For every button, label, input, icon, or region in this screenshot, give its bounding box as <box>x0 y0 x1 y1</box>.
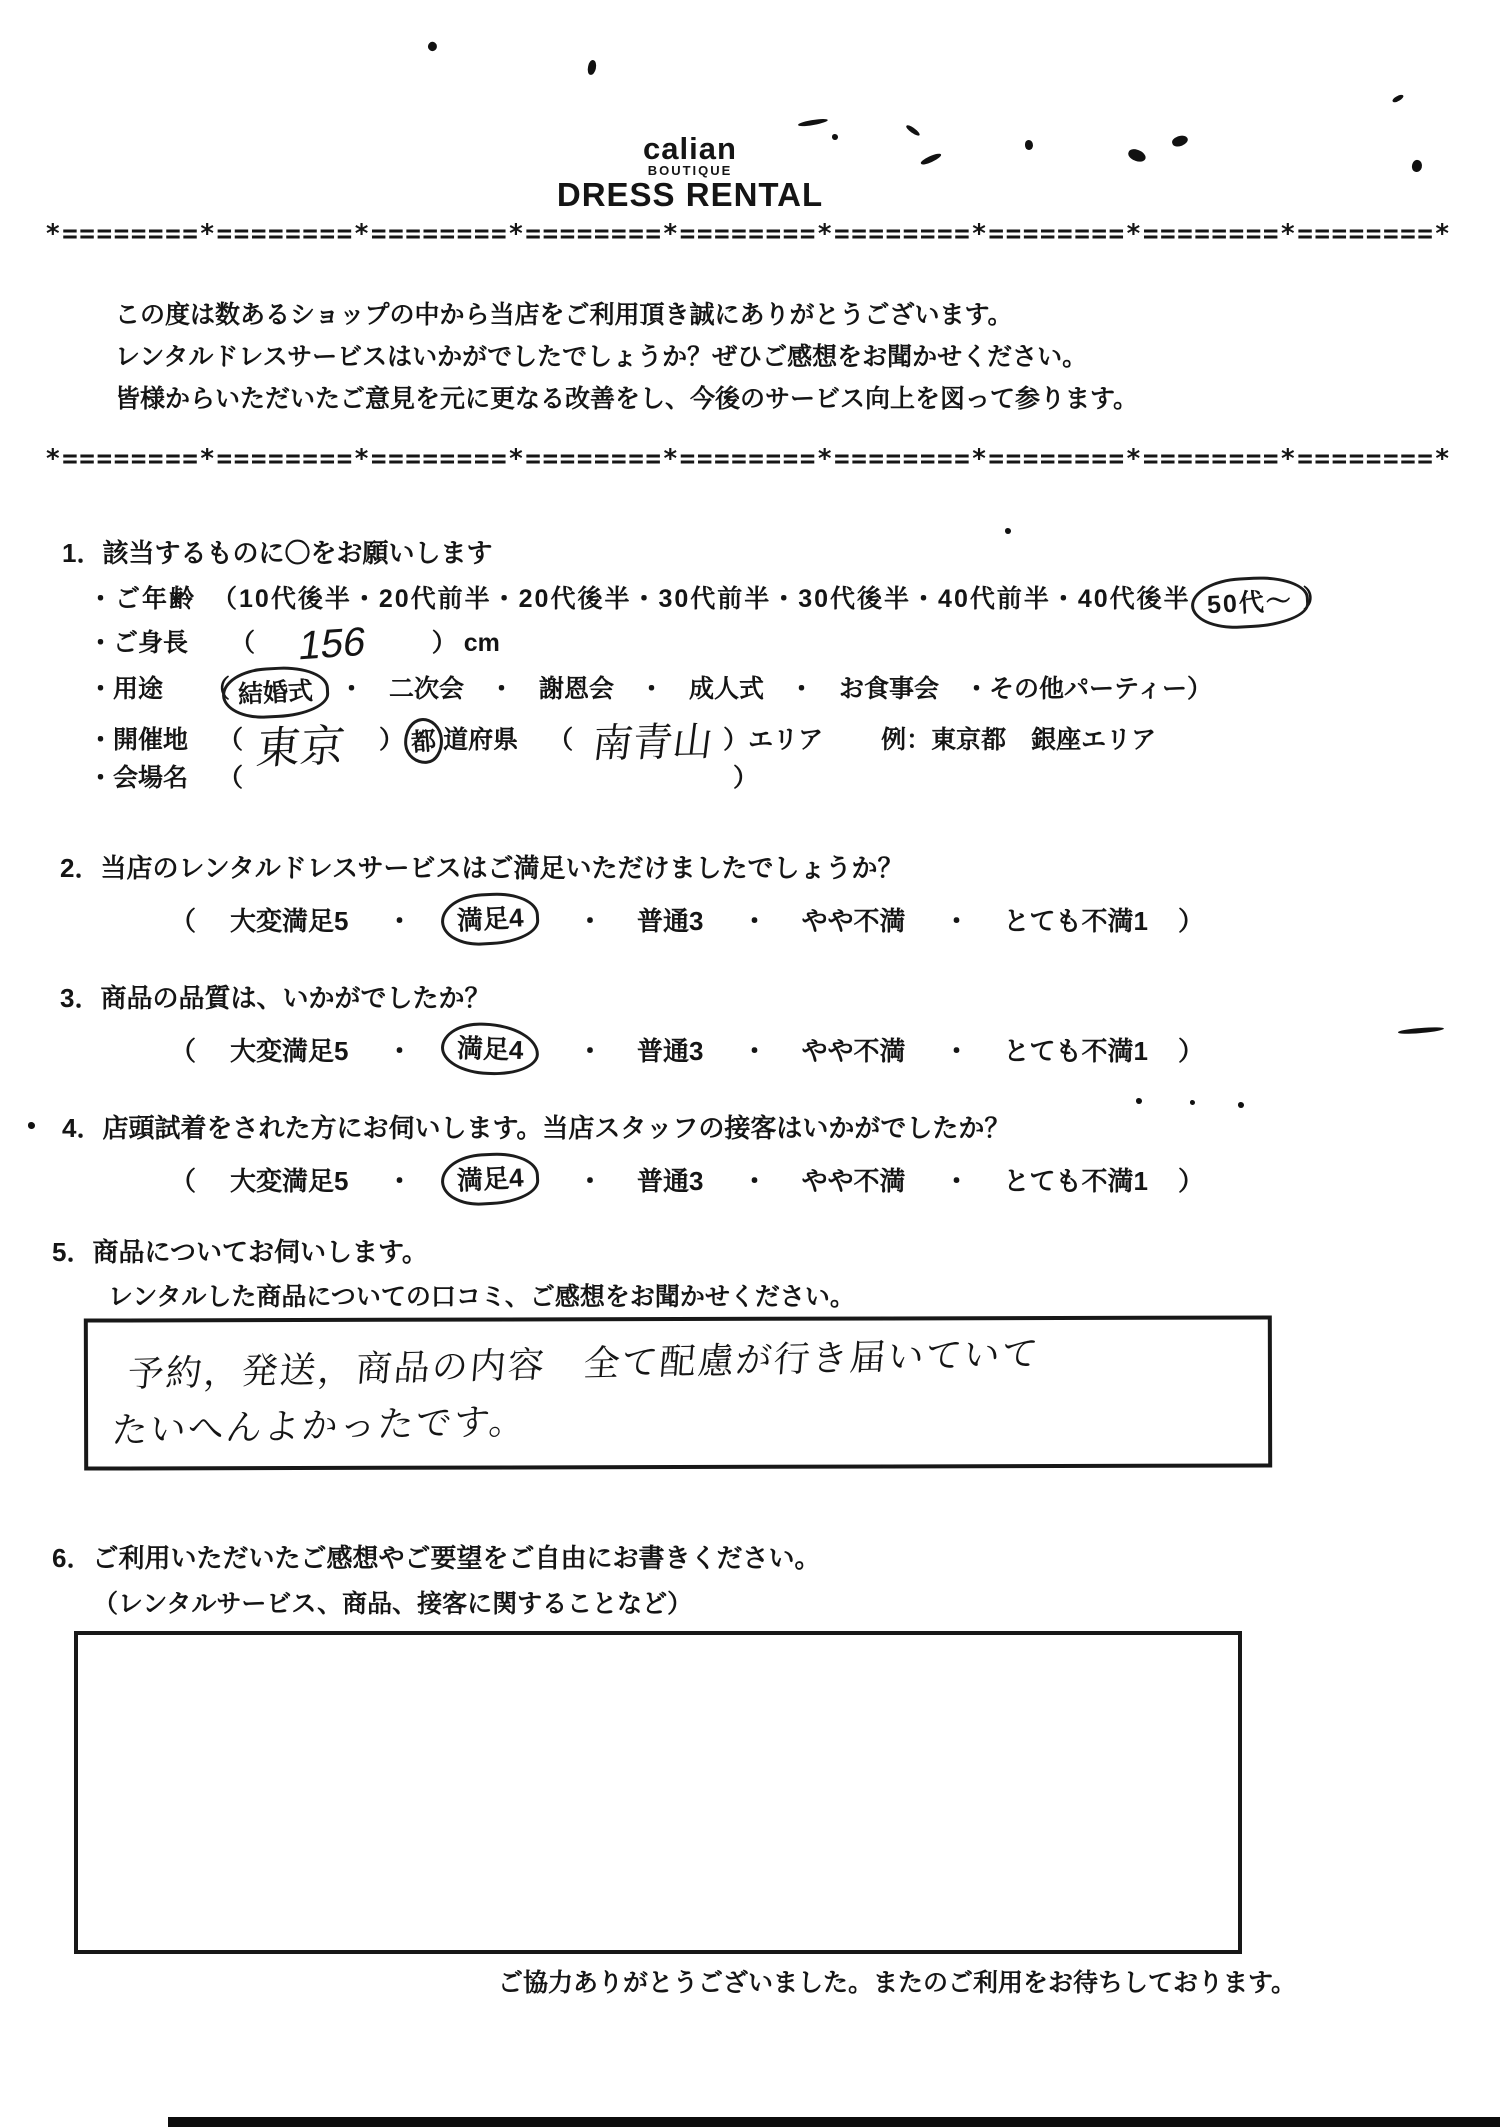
separator-line-bottom: *========*========*========*========*========*========*========*========*========* <box>45 444 1452 474</box>
q1-height-row <box>88 619 500 669</box>
q6-heading: 6．ご利用いただいたご感想やご要望をご自由にお書きください。 <box>52 1543 821 1573</box>
separator-dot: ・ <box>943 905 970 936</box>
q1-area-close-label: ）エリア <box>723 726 824 754</box>
q1-age-close-paren: ） <box>1302 585 1330 613</box>
rating-option-5: 大変満足5 <box>230 1165 349 1196</box>
rating-option-3: 普通3 <box>636 1035 704 1066</box>
rating-option-1: とても不満1 <box>1003 905 1148 936</box>
q4-circle-annotation: 満足4 <box>439 1150 540 1207</box>
brand-sub-label: BOUTIQUE <box>647 163 733 178</box>
purpose-circle-annotation: 結婚式 <box>221 664 331 721</box>
scan-noise-mark <box>798 117 828 127</box>
separator-dot: ・ <box>576 905 603 936</box>
handwritten-prefecture: 東京 <box>253 721 348 774</box>
q3-circle-annotation: 満足4 <box>440 1021 540 1076</box>
q1-height-label: ・ご身長 <box>88 629 189 657</box>
q1-location-example: 例：東京都 銀座エリア <box>881 726 1157 754</box>
q1-purpose-label: ・用途 <box>88 675 164 703</box>
q2-rating-row <box>170 893 1204 945</box>
separator-dot: ・ <box>576 1165 603 1196</box>
q5-subheading: レンタルした商品についての口コミ、ご感想をお聞かせください。 <box>108 1283 855 1311</box>
separator-dot: ・ <box>741 1035 768 1066</box>
rating-close-paren: ） <box>1177 1035 1204 1066</box>
q1-location-label: ・開催地 <box>88 726 189 754</box>
rating-close-paren: ） <box>1177 905 1204 936</box>
scan-noise-mark <box>587 59 598 75</box>
separator-line-top: *========*========*========*========*========*========*========*========*========* <box>45 219 1452 249</box>
intro-line-2: レンタルドレスサービスはいかがでしたでしょうか？ぜひご感想をお聞かせください。 <box>115 343 1088 371</box>
scan-noise-mark <box>1392 93 1405 103</box>
brand-logo: calian <box>643 131 737 166</box>
q1-purpose-open-paren: （ <box>205 675 231 703</box>
q3-heading: 3．商品の品質は、いかがでしたか？ <box>60 983 491 1013</box>
q1-height-close-paren: ） cm <box>431 629 500 657</box>
rating-option-2: やや不満 <box>801 1165 906 1196</box>
scan-noise-mark <box>1005 528 1011 534</box>
separator-dot: ・ <box>741 905 768 936</box>
rating-open-paren: （ <box>170 905 197 936</box>
scan-noise-mark <box>28 1122 35 1129</box>
q1-age-options: （10代後半・20代前半・20代後半・30代前半・30代後半・40代前半・40代後半 <box>212 585 1191 613</box>
scan-noise-mark <box>1238 1102 1244 1108</box>
separator-dot: ・ <box>386 1165 413 1196</box>
rating-option-5: 大変満足5 <box>230 905 349 936</box>
q1-age-label: ・ご年齢 <box>88 585 197 613</box>
footer-thanks-message: ご協力ありがとうございました。またのご利用をお待ちしております。 <box>498 1969 1297 1997</box>
scan-noise-mark <box>1136 1098 1142 1104</box>
q3-rating-row <box>170 1023 1204 1075</box>
q1-venue-label: ・会場名 <box>88 764 189 792</box>
rating-option-5: 大変満足5 <box>230 1035 349 1066</box>
handwritten-comment-line-1: 予約，発送，商品の内容 全て配慮が行き届いていて <box>126 1332 1042 1395</box>
separator-dot: ・ <box>386 1035 413 1066</box>
q4-heading: 4．店頭試着をされた方にお伺いします。当店スタッフの接客はいかがでしたか？ <box>62 1113 1011 1143</box>
rating-open-paren: （ <box>170 1035 197 1066</box>
scan-noise-mark <box>1411 159 1424 173</box>
scan-noise-mark <box>832 134 838 140</box>
q1-location-close-paren-1: ） <box>379 726 405 754</box>
q1-venue-row <box>88 758 758 794</box>
intro-line-1: この度は数あるショップの中から当店をご利用頂き誠にありがとうございます。 <box>115 301 1013 329</box>
q6-free-comment-box <box>74 1631 1242 1954</box>
q1-prefecture-suffix: 道府県 <box>443 726 519 754</box>
q1-age-row <box>88 577 1330 628</box>
rating-open-paren: （ <box>170 1165 197 1196</box>
form-title: DRESS RENTAL <box>556 176 824 213</box>
rating-option-3: 普通3 <box>636 905 704 936</box>
scan-noise-mark <box>1190 1100 1195 1105</box>
q6-subheading: （レンタルサービス、商品、接客に関することなど） <box>93 1590 693 1618</box>
handwritten-area: 南青山 <box>589 719 716 767</box>
q1-height-open-paren: （ <box>230 629 256 657</box>
q2-heading: 2．当店のレンタルドレスサービスはご満足いただけましたでしょうか？ <box>60 853 904 883</box>
separator-dot: ・ <box>386 905 413 936</box>
separator-dot: ・ <box>943 1035 970 1066</box>
q2-circle-annotation: 満足4 <box>439 890 540 947</box>
handwritten-comment-line-2: たいへんよかったです。 <box>110 1400 529 1451</box>
rating-close-paren: ） <box>1177 1165 1204 1196</box>
prefecture-circle-annotation: 都 <box>402 716 445 765</box>
q1-area-open-paren: （ <box>548 726 574 754</box>
intro-line-3: 皆様からいただいたご意見を元に更なる改善をし、今後のサービス向上を図って参ります。 <box>115 385 1139 413</box>
rating-option-1: とても不満1 <box>1003 1165 1148 1196</box>
q1-venue-open-paren: （ <box>218 764 244 792</box>
q1-location-open-paren: （ <box>218 726 244 754</box>
scan-noise-mark <box>1025 140 1033 150</box>
q1-heading: 1．該当するものに〇をお願いします <box>62 538 493 568</box>
q1-purpose-options: ・ 二次会 ・ 謝恩会 ・ 成人式 ・ お食事会 ・その他パーティー） <box>339 675 1213 703</box>
scan-edge-artifact <box>168 2117 1500 2127</box>
q4-rating-row <box>170 1153 1204 1205</box>
separator-dot: ・ <box>741 1165 768 1196</box>
scan-noise-mark <box>1398 1026 1444 1035</box>
scan-noise-mark <box>426 40 439 53</box>
separator-dot: ・ <box>943 1165 970 1196</box>
q1-venue-close-paren: ） <box>733 764 759 792</box>
rating-option-1: とても不満1 <box>1003 1035 1148 1066</box>
rating-option-2: やや不満 <box>801 905 906 936</box>
q5-heading: 5．商品についてお伺いします。 <box>52 1237 428 1267</box>
separator-dot: ・ <box>576 1035 603 1066</box>
rating-option-3: 普通3 <box>636 1165 704 1196</box>
age-circle-annotation: 50代～ <box>1189 574 1309 631</box>
handwritten-height-value: 156 <box>296 619 369 669</box>
rating-option-2: やや不満 <box>801 1035 906 1066</box>
